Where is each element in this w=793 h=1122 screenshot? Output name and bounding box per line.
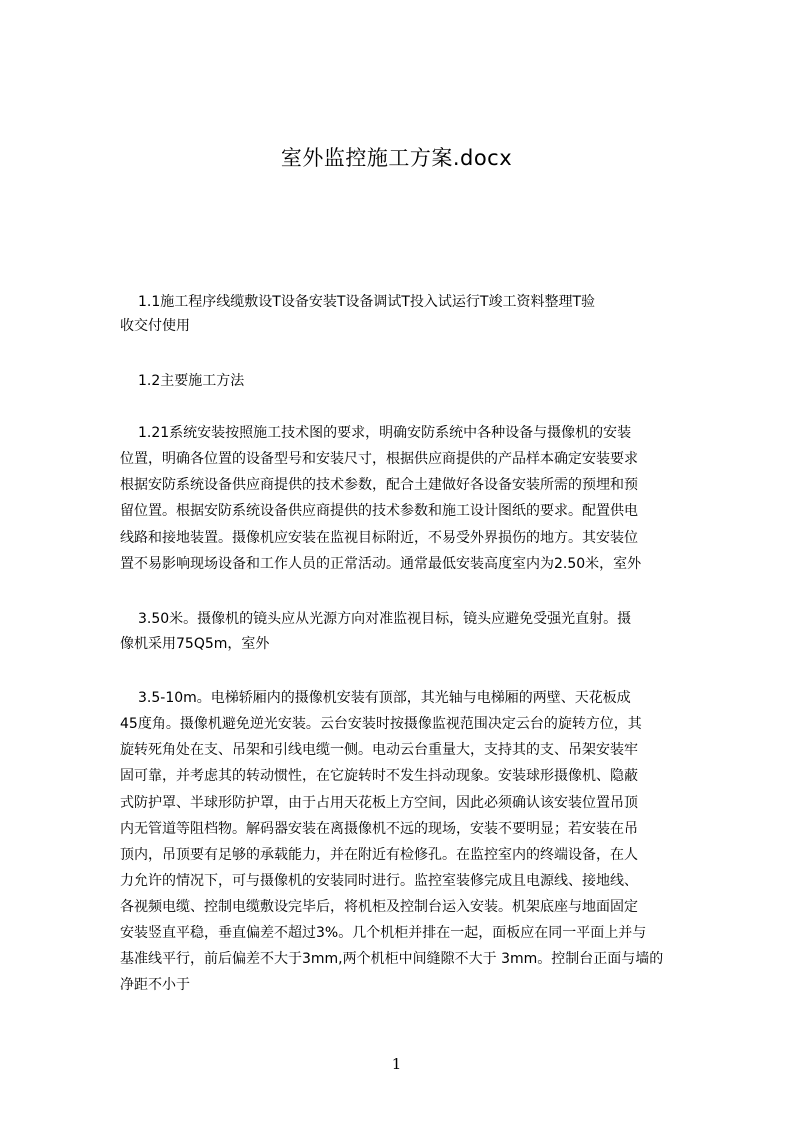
paragraph-line: 式防护罩、半球形防护罩，由于占用天花板上方空间，因此必须确认该安装位置吊顶 <box>120 795 638 811</box>
paragraph-line: 净距不小于 <box>120 977 190 993</box>
paragraph-line: 45度角。摄像机避免逆光安装。云台安装时按摄像监视范围决定云台的旋转方位，其 <box>120 716 642 732</box>
paragraph-line: 旋转死角处在支、吊架和引线电缆一侧。电动云台重量大，支持其的支、吊架安装牢 <box>120 742 638 758</box>
document-title: 室外监控施工方案.docx <box>280 146 513 170</box>
paragraph-line: 内无管道等阻档物。解码器安装在离摄像机不远的现场，安装不要明显；若安装在吊 <box>120 821 638 837</box>
paragraph-line: 位置，明确各位置的设备型号和安装尺寸，根据供应商提供的产品样本确定安装要求 <box>120 451 638 467</box>
paragraph-line: 线路和接地装置。摄像机应安装在监视目标附近，不易受外界损伤的地方。其安装位 <box>120 530 638 546</box>
paragraph-line: 根据安防系统设备供应商提供的技术参数，配合土建做好各设备安装所需的预埋和预 <box>120 477 638 493</box>
paragraph-line: 3.50米。摄像机的镜头应从光源方向对准监视目标，镜头应避免受强光直射。摄 <box>138 611 632 627</box>
paragraph-line: 基准线平行，前后偏差不大于3mm,两个机柜中间缝隙不大于 3mm。控制台正面与墙的 <box>120 951 664 967</box>
paragraph-line: 像机采用75Q5m，室外 <box>120 636 270 652</box>
paragraph-line: 顶内，吊顶要有足够的承载能力，并在附近有检修孔。在监控室内的终端设备，在人 <box>120 847 638 863</box>
paragraph-line: 1.1施工程序线缆敷设T设备安装T设备调试T投入试运行T竣工资料整理T验 <box>138 294 596 310</box>
paragraph-line: 固可靠，并考虑其的转动惯性，在它旋转时不发生抖动现象。安装球形摄像机、隐蔽 <box>120 768 638 784</box>
paragraph-line: 各视频电缆、控制电缆敷设完毕后，将机柜及控制台运入安装。机架底座与地面固定 <box>120 899 638 915</box>
paragraph-line: 力允许的情况下，可与摄像机的安装同时进行。监控室装修完成且电源线、接地线、 <box>120 873 638 889</box>
section-heading: 1.2主要施工方法 <box>138 373 245 389</box>
paragraph-line: 安装竖直平稳，垂直偏差不超过3%。几个机柜并排在一起，面板应在同一平面上并与 <box>120 925 647 941</box>
paragraph-line: 留位置。根据安防系统设备供应商提供的技术参数和施工设计图纸的要求。配置供电 <box>120 503 638 519</box>
paragraph-line: 收交付使用 <box>120 318 190 334</box>
paragraph-line: 置不易影响现场设备和工作人员的正常活动。通常最低安装高度室内为2.50米，室外 <box>120 556 642 572</box>
paragraph-line: 3.5-10m。电梯轿厢内的摄像机安装有顶部，其光轴与电梯厢的两壁、天花板成 <box>138 690 631 706</box>
paragraph-line: 1.21系统安装按照施工技术图的要求，明确安防系统中各种设备与摄像机的安装 <box>138 425 632 441</box>
page-number: 1 <box>391 1055 402 1073</box>
